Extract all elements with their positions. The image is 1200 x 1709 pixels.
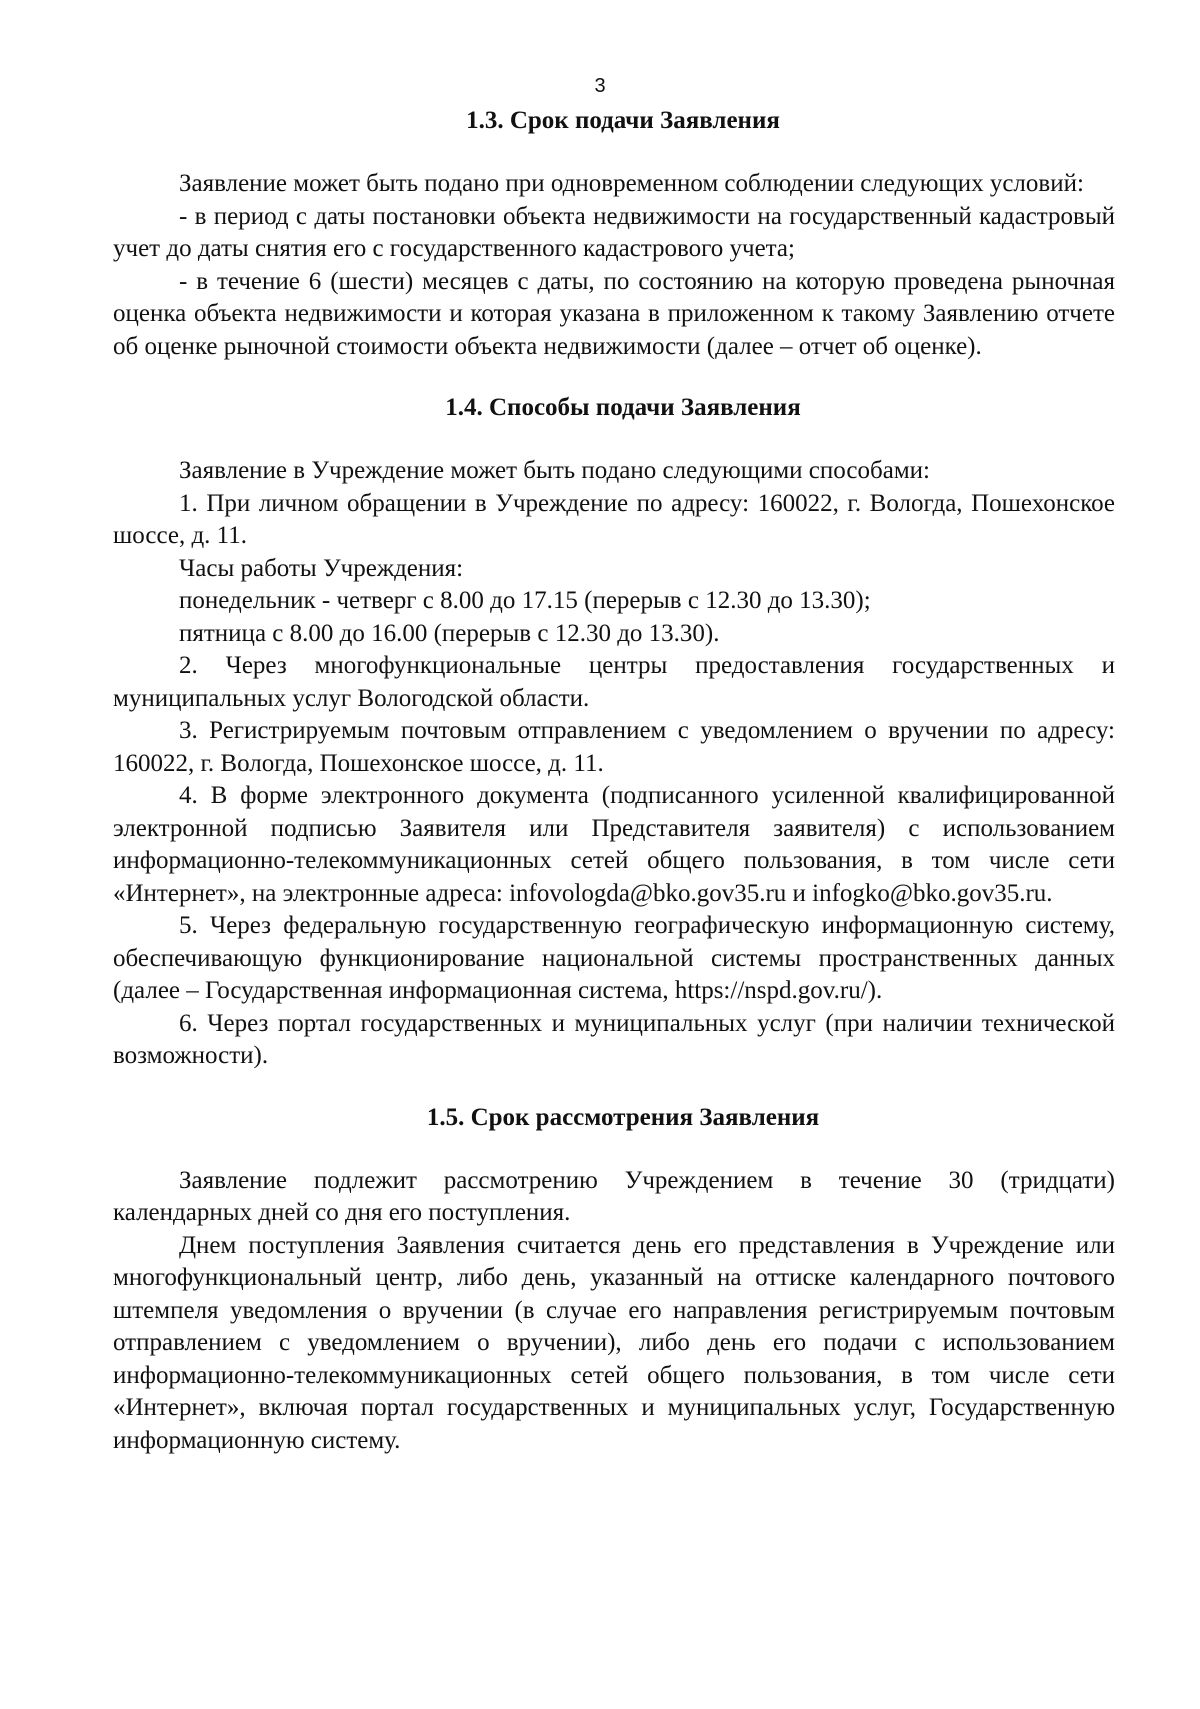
paragraph: Днем поступления Заявления считается день его представления в Учреждение или многофункциональный центр, либо день, указанный на оттиске календарного почтового штемпеля уведомления о вручении (в случае его направления регистрируемым почтовым отправлением с уведомлением о вручении), либо день его подачи с использованием информационно-телекоммуникационных сетей общего пользования, в том числе сети «Интернет», включая портал государственных и муниципальных услуг, Государственную информационную систему. (113, 1231, 1115, 1454)
paragraph: 2. Через многофункциональные центры предоставления государственных и муниципальных услуг Вологодской области. (113, 652, 1115, 712)
paragraph: 4. В форме электронного документа (подписанного усиленной квалифицированной электронной подписью Заявителя или Представителя заявителя) с использованием информационно-телекоммуникационных сетей общего пользования, в том числе сети «Интернет», на электронные адреса: infovologda@bko.gov35.ru и infogko@bko.gov35.ru. (113, 782, 1115, 907)
paragraph: Заявление подлежит рассмотрению Учреждением в течение 30 (тридцати) календарных дней со дня его поступления. (113, 1166, 1115, 1226)
page-number: 3 (594, 75, 606, 97)
paragraph: Заявление в Учреждение может быть подано следующими способами: (179, 457, 930, 484)
paragraph: - в течение 6 (шести) месяцев с даты, по состоянию на которую проведена рыночная оценка объекта недвижимости и которая указана в приложенном к такому Заявлению отчете об оценке рыночной стоимости объекта недвижимости (далее – отчет об оценке). (113, 267, 1115, 360)
paragraph: 3. Регистрируемым почтовым отправлением с уведомлением о вручении по адресу: 160022, г. Вологда, Пошехонское шоссе, д. 11. (113, 717, 1115, 777)
document-body (113, 104, 1115, 1457)
paragraph: пятница с 8.00 до 16.00 (перерыв с 12.30 до 13.30). (179, 619, 720, 647)
paragraph: 1. При личном обращении в Учреждение по адресу: 160022, г. Вологда, Пошехонское шоссе, д. 11. (113, 489, 1115, 549)
paragraph: - в период с даты постановки объекта недвижимости на государственный кадастровый учет до даты снятия его с государственного кадастрового учета; (113, 202, 1115, 262)
paragraph: 5. Через федеральную государственную географическую информационную систему, обеспечивающую функционирование национальной системы пространственных данных (далее – Государственная информационная система, https://nspd.gov.ru/). (113, 912, 1115, 1004)
paragraph: Заявление может быть подано при одновременном соблюдении следующих условий: (179, 170, 1084, 197)
paragraph: Часы работы Учреждения: (179, 554, 464, 582)
section-heading-1-4: 1.4. Способы подачи Заявления (445, 394, 801, 421)
section-heading-1-5: 1.5. Срок рассмотрения Заявления (426, 1103, 820, 1131)
paragraph: понедельник - четверг с 8.00 до 17.15 (перерыв с 12.30 до 13.30); (179, 587, 871, 614)
section-heading-1-3: 1.3. Срок подачи Заявления (466, 107, 780, 134)
paragraph: 6. Через портал государственных и муниципальных услуг (при наличии технической возможности). (113, 1009, 1115, 1069)
